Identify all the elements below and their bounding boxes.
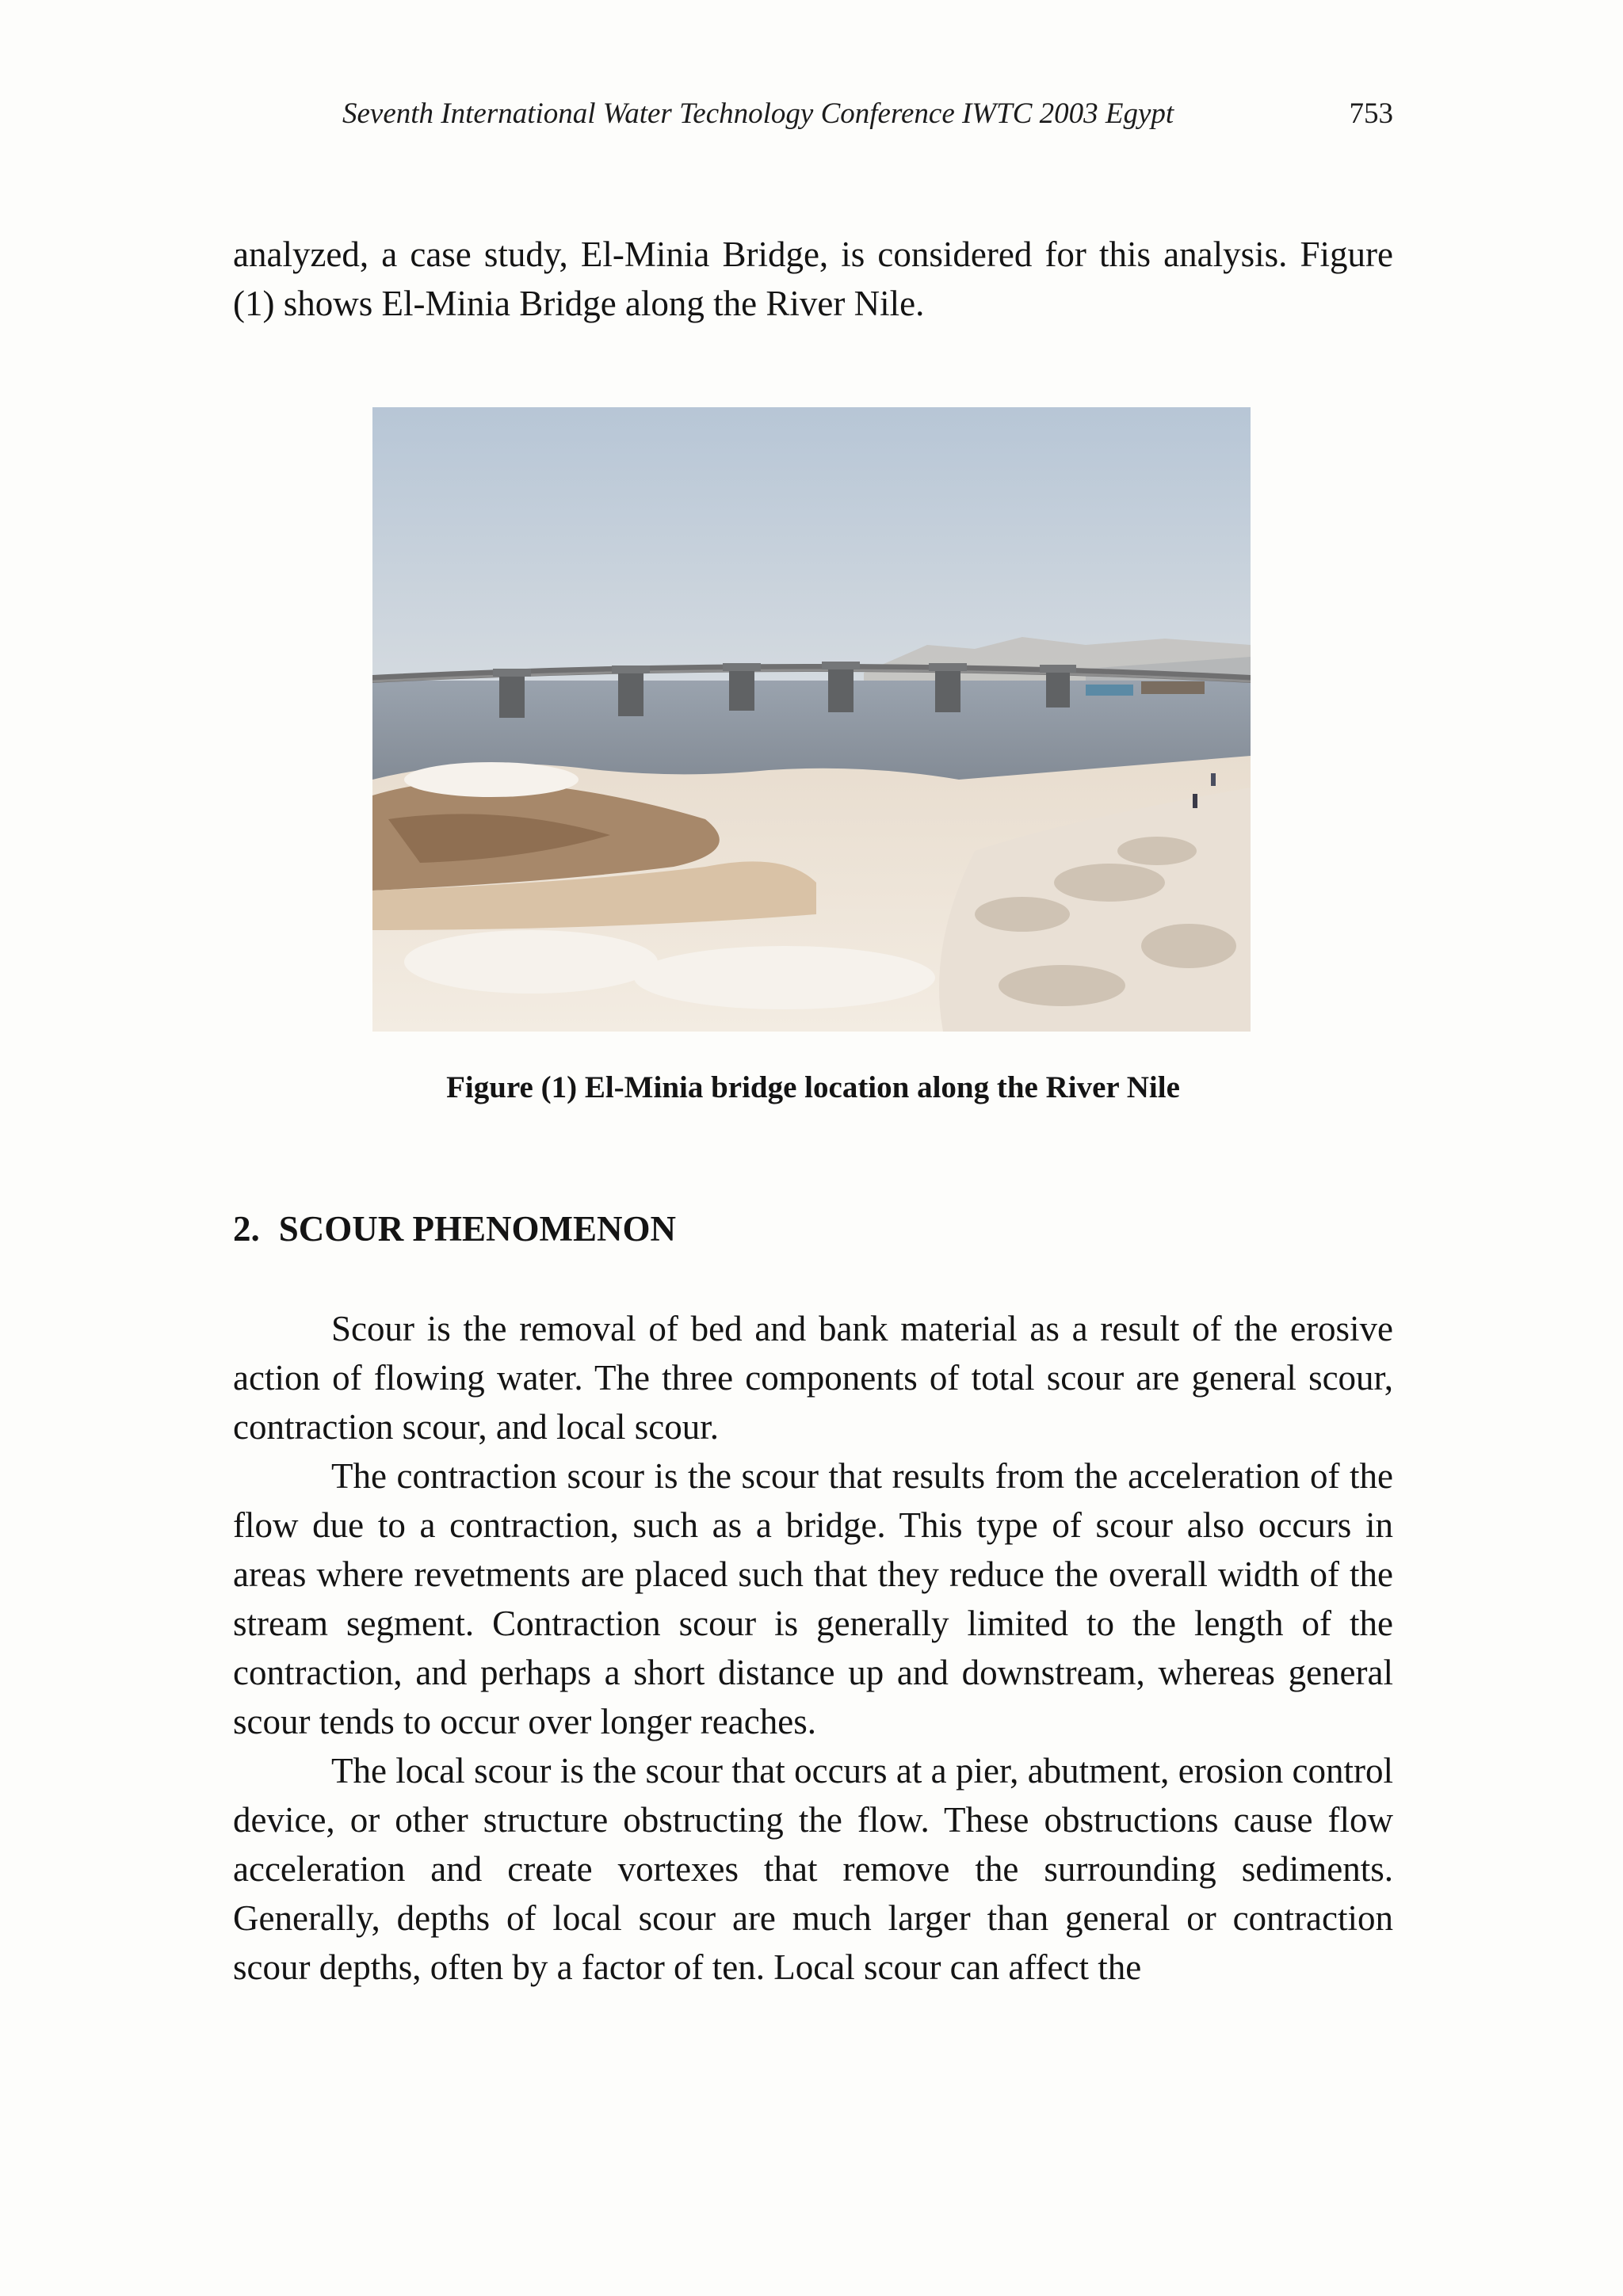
running-title: Seventh International Water Technology Conference IWTC 2003 Egypt: [342, 97, 1174, 130]
paragraph: The local scour is the scour that occurs at a pier, abutment, erosion control device, or other structure obstructing the flow. These obstructions cause flow acceleration and create vortexes that remove the surrounding sediments. Generally, depths of local scour are much larger than general or contraction scour depths, often by a factor of ten. Local scour can affect the: [233, 1751, 1393, 1987]
paragraph: Scour is the removal of bed and bank material as a result of the erosive action of flowing water. The three components of total scour are general scour, contraction scour, and local scour.: [233, 1309, 1393, 1447]
body-paragraphs: [233, 1304, 1393, 1992]
bridge-photo: [372, 407, 1251, 1032]
section-title: SCOUR PHENOMENON: [278, 1209, 677, 1249]
page-number: 753: [1349, 97, 1393, 130]
running-header: [342, 97, 1393, 141]
paragraph: The contraction scour is the scour that results from the acceleration of the flow due to a contraction, such as a bridge. This type of scour also occurs in areas where revetments are placed such that they reduce the overall width of the stream segment. Contraction scour is generally limited to the length of the contraction, and perhaps a short distance up and downstream, whereas general scour tends to occur over longer reaches.: [233, 1456, 1393, 1741]
figure-caption: Figure (1) El-Minia bridge location along the River Nile: [446, 1070, 1180, 1104]
section-number: 2.: [233, 1209, 260, 1249]
section-heading: [233, 1208, 676, 1249]
intro-paragraph: analyzed, a case study, El-Minia Bridge, is considered for this analysis. Figure (1) shows El-Minia Bridge along the River Nile.: [233, 235, 1393, 323]
